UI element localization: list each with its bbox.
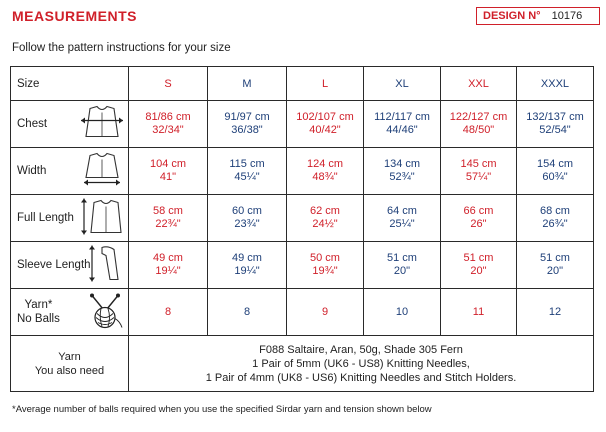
measurements-table	[10, 66, 594, 392]
size-l: L	[287, 67, 364, 101]
balls-value: 9	[287, 289, 364, 336]
value-cell: 51 cm 20"	[441, 242, 517, 289]
size-xxxl: XXXL	[517, 67, 594, 101]
balls-value: 12	[517, 289, 594, 336]
value-cell: 49 cm 19¼"	[208, 242, 287, 289]
value-cell: 66 cm 26"	[441, 195, 517, 242]
row-label: Width	[17, 165, 47, 177]
value-cell: 122/127 cm 48/50"	[441, 101, 517, 148]
row-label: Sleeve Length	[17, 259, 91, 271]
row-label-cell	[11, 148, 129, 195]
garment-length-icon	[80, 197, 124, 240]
value-cell: 104 cm 41"	[129, 148, 208, 195]
yarn-details-cell	[129, 336, 594, 392]
yarn-ball-needles-icon	[86, 292, 124, 333]
design-label: DESIGN N°	[483, 10, 541, 22]
balls-value: 8	[208, 289, 287, 336]
balls-value: 11	[441, 289, 517, 336]
row-label-cell	[11, 195, 129, 242]
value-cell: 51 cm 20"	[517, 242, 594, 289]
value-cell: 49 cm 19¼"	[129, 242, 208, 289]
design-number-box	[476, 7, 600, 25]
value-cell: 115 cm 45¼"	[208, 148, 287, 195]
row-label-cell	[11, 242, 129, 289]
table-row-balls	[11, 289, 594, 336]
size-m: M	[208, 67, 287, 101]
size-xl: XL	[364, 67, 441, 101]
value-cell: 50 cm 19¾"	[287, 242, 364, 289]
value-cell: 58 cm 22¾"	[129, 195, 208, 242]
chest-width-garment-icon	[80, 105, 124, 144]
value-cell: 60 cm 23¾"	[208, 195, 287, 242]
row-label-cell	[11, 101, 129, 148]
value-cell: 68 cm 26¾"	[517, 195, 594, 242]
yarn-label-cell	[11, 336, 129, 392]
value-cell: 64 cm 25¼"	[364, 195, 441, 242]
value-cell: 51 cm 20"	[364, 242, 441, 289]
yarn-label: Yarn	[58, 350, 81, 363]
page-title: MEASUREMENTS	[12, 8, 138, 24]
size-s: S	[129, 67, 208, 101]
value-cell: 145 cm 57¼"	[441, 148, 517, 195]
yarn-spec: F088 Saltaire, Aran, 50g, Shade 305 Fern	[259, 343, 463, 356]
table-row-full-length	[11, 195, 594, 242]
garment-width-icon	[80, 152, 124, 191]
balls-value: 8	[129, 289, 208, 336]
design-number: 10176	[551, 10, 583, 22]
value-cell: 124 cm 48¾"	[287, 148, 364, 195]
size-label: Size	[11, 67, 129, 101]
row-label: Yarn* No Balls	[17, 299, 60, 325]
value-cell: 134 cm 52¾"	[364, 148, 441, 195]
value-cell: 91/97 cm 36/38"	[208, 101, 287, 148]
value-cell: 102/107 cm 40/42"	[287, 101, 364, 148]
row-label: Full Length	[17, 212, 74, 224]
value-cell: 81/86 cm 32/34"	[129, 101, 208, 148]
size-xxl: XXL	[441, 67, 517, 101]
also-need-label: You also need	[34, 364, 105, 377]
value-cell: 112/117 cm 44/46"	[364, 101, 441, 148]
needles-4mm: 1 Pair of 4mm (UK8 - US6) Knitting Needles and Stitch Holders.	[205, 371, 517, 384]
needles-5mm: 1 Pair of 5mm (UK6 - US8) Knitting Needles,	[252, 357, 470, 370]
balls-value: 10	[364, 289, 441, 336]
value-cell: 132/137 cm 52/54"	[517, 101, 594, 148]
sleeve-length-icon	[88, 244, 124, 287]
size-header-row	[11, 67, 594, 101]
table-row-chest	[11, 101, 594, 148]
instructions-text: Follow the pattern instructions for your size	[12, 42, 231, 54]
table-row-width	[11, 148, 594, 195]
value-cell: 62 cm 24½"	[287, 195, 364, 242]
value-cell: 154 cm 60¾"	[517, 148, 594, 195]
table-row-yarn	[11, 336, 594, 392]
row-label: Chest	[17, 118, 48, 130]
table-row-sleeve-length	[11, 242, 594, 289]
row-label-cell	[11, 289, 129, 336]
footnote: *Average number of balls required when you use the specified Sirdar yarn and tension shown below	[12, 404, 432, 415]
